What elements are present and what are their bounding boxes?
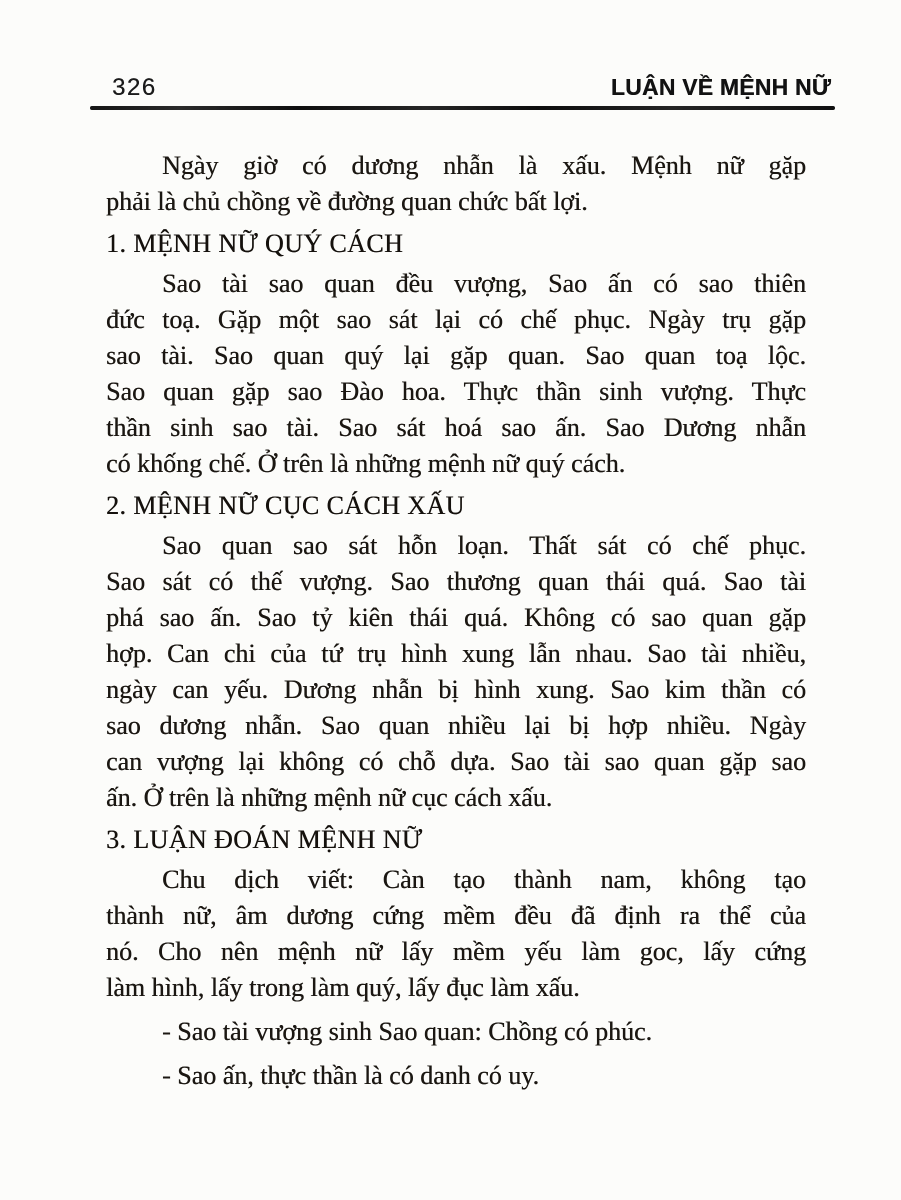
text-line: sao tài. Sao quan quý lại gặp quan. Sao quan toạ lộc. — [106, 341, 806, 370]
section-heading: 1. MỆNH NỮ QUÝ CÁCH — [106, 229, 404, 258]
page-content — [106, 148, 806, 1094]
text-line: làm hình, lấy trong làm quý, lấy đục làm xấu. — [106, 973, 580, 1002]
text-line: có khống chế. Ở trên là những mệnh nữ quý cách. — [106, 449, 626, 478]
text-line: Sao quan sao sát hỗn loạn. Thất sát có chế phục. — [162, 531, 806, 560]
text-line: thành nữ, âm dương cứng mềm đều đã định ra thể của — [106, 901, 806, 930]
header-rule — [90, 106, 835, 110]
text-line: thần sinh sao tài. Sao sát hoá sao ấn. Sao Dương nhẫn — [106, 413, 806, 442]
text-line: phá sao ấn. Sao tỷ kiên thái quá. Không có sao quan gặp — [106, 603, 806, 632]
bullet-line: - Sao tài vượng sinh Sao quan: Chồng có phúc. — [162, 1017, 653, 1046]
text-line: can vượng lại không có chỗ dựa. Sao tài sao quan gặp sao — [106, 747, 806, 776]
text-line: Sao tài sao quan đều vượng, Sao ấn có sao thiên — [162, 269, 806, 298]
text-line: ngày can yếu. Dương nhẫn bị hình xung. Sao kim thần có — [106, 675, 806, 704]
text-line: Chu dịch viết: Càn tạo thành nam, không tạo — [162, 865, 806, 894]
section-heading: 2. MỆNH NỮ CỤC CÁCH XẤU — [106, 491, 465, 520]
text-line: hợp. Can chi của tứ trụ hình xung lẫn nhau. Sao tài nhiều, — [106, 639, 806, 668]
text-line: ấn. Ở trên là những mệnh nữ cục cách xấu. — [106, 783, 553, 812]
text-line: nó. Cho nên mệnh nữ lấy mềm yếu làm goc, lấy cứng — [106, 937, 806, 966]
text-line: sao dương nhẫn. Sao quan nhiều lại bị hợp nhiều. Ngày — [106, 711, 806, 740]
bullet-line: - Sao ấn, thực thần là có danh có uy. — [162, 1061, 540, 1090]
running-title: LUẬN VỀ MỆNH NỮ — [610, 74, 831, 100]
running-header — [112, 74, 831, 102]
text-line: đức toạ. Gặp một sao sát lại có chế phục. Ngày trụ gặp — [106, 305, 806, 334]
text-line: Sao quan gặp sao Đào hoa. Thực thần sinh vượng. Thực — [106, 377, 806, 406]
text-line: phải là chủ chồng về đường quan chức bất lợi. — [106, 187, 588, 216]
page-number: 326 — [112, 74, 157, 101]
text-line: Ngày giờ có dương nhẫn là xấu. Mệnh nữ gặp — [162, 151, 806, 180]
text-line: Sao sát có thế vượng. Sao thương quan thái quá. Sao tài — [106, 567, 806, 596]
section-heading: 3. LUẬN ĐOÁN MỆNH NỮ — [106, 825, 423, 854]
